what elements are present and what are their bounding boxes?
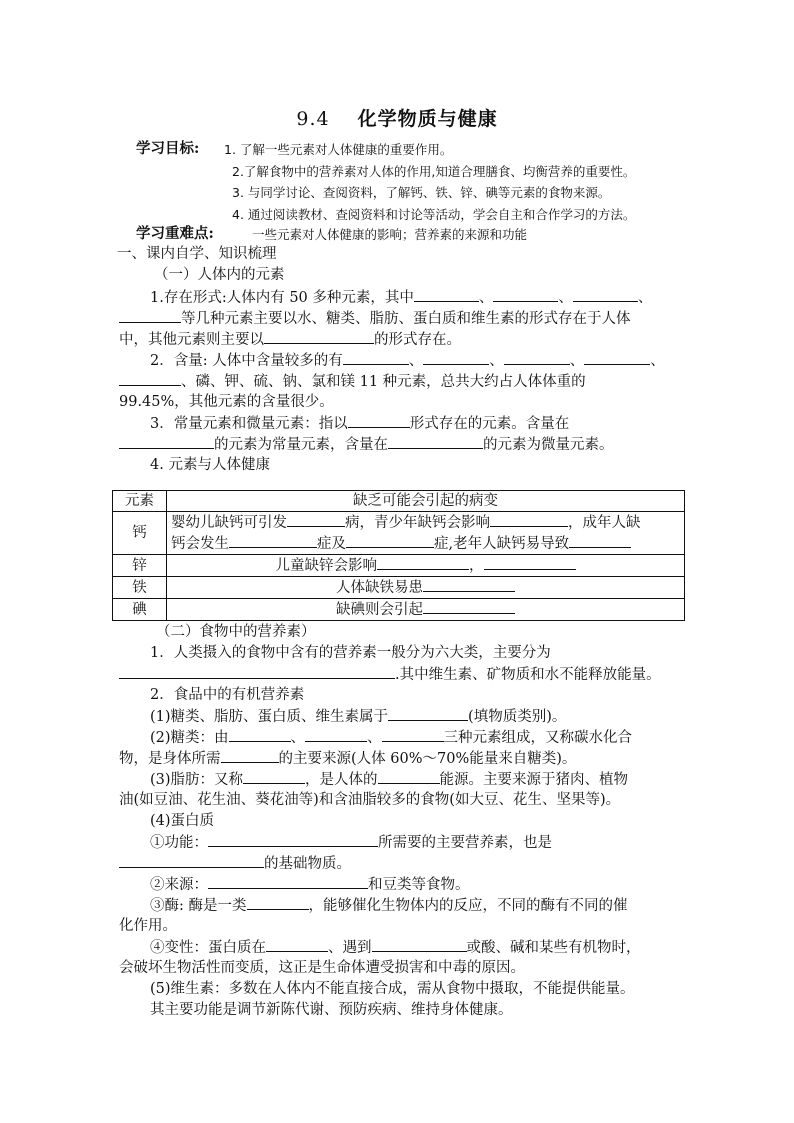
table-header-disease: 缺乏可能会引起的病变 <box>167 491 685 512</box>
objective-3: 3. 与同学讨论、查阅资料，了解钙、铁、锌、碘等元素的食物来源。 <box>232 185 611 200</box>
section1-sub: （一）人体内的元素 <box>154 267 285 283</box>
objectives-label: 学习目标: <box>136 140 200 157</box>
q2-4-function-line2: 的基础物质。 <box>119 853 351 874</box>
objective-4: 4. 通过阅读教材、查阅资料和讨论等活动，学会自主和合作学习的方法。 <box>232 207 636 222</box>
section2-heading: （二）食物中的营养素） <box>156 624 316 640</box>
table-row <box>113 512 685 555</box>
p2-line3: 99.45%，其他元素的含量很少。 <box>119 394 334 410</box>
p2-line1: 2．含量: 人体中含量较多的有 、 、 、 、 <box>150 350 665 371</box>
iodine-effects: 缺碘则会引起 <box>167 599 685 621</box>
table-row <box>113 555 685 577</box>
keypoints-text: 一些元素对人体健康的影响；营养素的来源和功能 <box>252 227 528 242</box>
q2-3-line2: 油(如豆油、花生油、葵花油等)和含油脂较多的食物(如大豆、花生、坚果等)。 <box>119 792 621 808</box>
q1-line2: .其中维生素、矿物质和水不能释放能量。 <box>119 664 661 685</box>
table-row <box>113 599 685 621</box>
q2-4-enzyme-line2: 化作用。 <box>119 918 177 934</box>
element-iron: 铁 <box>113 577 167 599</box>
q2-2-line2: 物，是身体所需 的主要来源(人体 60%～70%能量来自糖类)。 <box>119 748 576 769</box>
element-calcium: 钙 <box>113 512 167 555</box>
p3-line1: 3．常量元素和微量元素：指以 形式存在的元素。含量在 <box>150 413 569 434</box>
title-text: 化学物质与健康 <box>357 108 498 130</box>
keypoints-label: 学习重难点: <box>136 225 214 242</box>
objective-1: 1. 了解一些元素对人体健康的重要作用。 <box>224 142 453 157</box>
q2-3-line1: (3)脂肪：又称 ，是人体的 能源。主要来源于猪肉、植物 <box>150 769 628 790</box>
q2-4-denature-line1: ④变性：蛋白质在 、遇到 或酸、碱和某些有机物时， <box>150 937 641 958</box>
iron-effects: 人体缺铁易患 <box>167 577 685 599</box>
q2-5-line1: (5)维生素：多数在人体内不能直接合成，需从食物中摄取，不能提供能量。 <box>150 981 635 997</box>
p4-heading: 4. 元素与人体健康 <box>150 457 270 473</box>
calcium-effects: 婴幼儿缺钙可引发 病，青少年缺钙会影响 ，成年人缺 钙会发生 症及 症,老年人缺钙易导致 <box>167 512 685 555</box>
objective-2: 2.了解食物中的营养素对人体的作用,知道合理膳食、均衡营养的重要性。 <box>232 164 636 179</box>
element-health-table <box>112 490 685 621</box>
q2-4-heading: (4)蛋白质 <box>150 813 215 829</box>
q2-4-enzyme-line1: ③酶: 酶是一类 ，能够催化生物体内的反应，不同的酶有不同的催 <box>150 895 628 916</box>
q2-4-function-line1: ①功能： 所需要的主要营养素，也是 <box>150 832 552 853</box>
section1-heading: 一、课内自学、知识梳理 <box>117 246 277 262</box>
zinc-effects: 儿童缺锌会影响 ， <box>167 555 685 577</box>
page-title <box>0 104 794 131</box>
table-header-element: 元素 <box>113 491 167 512</box>
p3-line2: 的元素为常量元素，含量在 的元素为微量元素。 <box>119 434 614 455</box>
q2-4-source: ②来源： 和豆类等食物。 <box>150 874 470 895</box>
p1-line1: 1.存在形式:人体内有 50 多种元素，其中 、 、 、 <box>150 287 652 308</box>
q2-2-line1: (2)糖类：由 、 、 三种元素组成，又称碳水化合 <box>150 727 632 748</box>
p2-line2: 、磷、钾、硫、钠、氯和镁 11 种元素，总共大约占人体体重的 <box>119 371 586 392</box>
q2-4-denature-line2: 会破坏生物活性而变质，这正是生命体遭受损害和中毒的原因。 <box>119 960 525 976</box>
q2-1: (1)糖类、脂肪、蛋白质、维生素属于 (填物质类别)。 <box>150 706 566 727</box>
q2-heading: 2．食品中的有机营养素 <box>150 687 305 703</box>
table-row <box>113 577 685 599</box>
element-iodine: 碘 <box>113 599 167 621</box>
section-number: 9.4 <box>296 108 330 130</box>
q2-5-line2: 其主要功能是调节新陈代谢、预防疾病、维持身体健康。 <box>150 1002 513 1018</box>
element-zinc: 锌 <box>113 555 167 577</box>
p1-line2: 等几种元素主要以水、糖类、脂肪、蛋白质和维生素的形式存在于人体 <box>119 308 631 329</box>
p1-line3: 中，其他元素则主要以 的形式存在。 <box>119 329 461 350</box>
q1-line1: 1．人类摄入的食物中含有的营养素一般分为六大类，主要分为 <box>150 645 551 661</box>
table-header-row <box>113 491 685 512</box>
